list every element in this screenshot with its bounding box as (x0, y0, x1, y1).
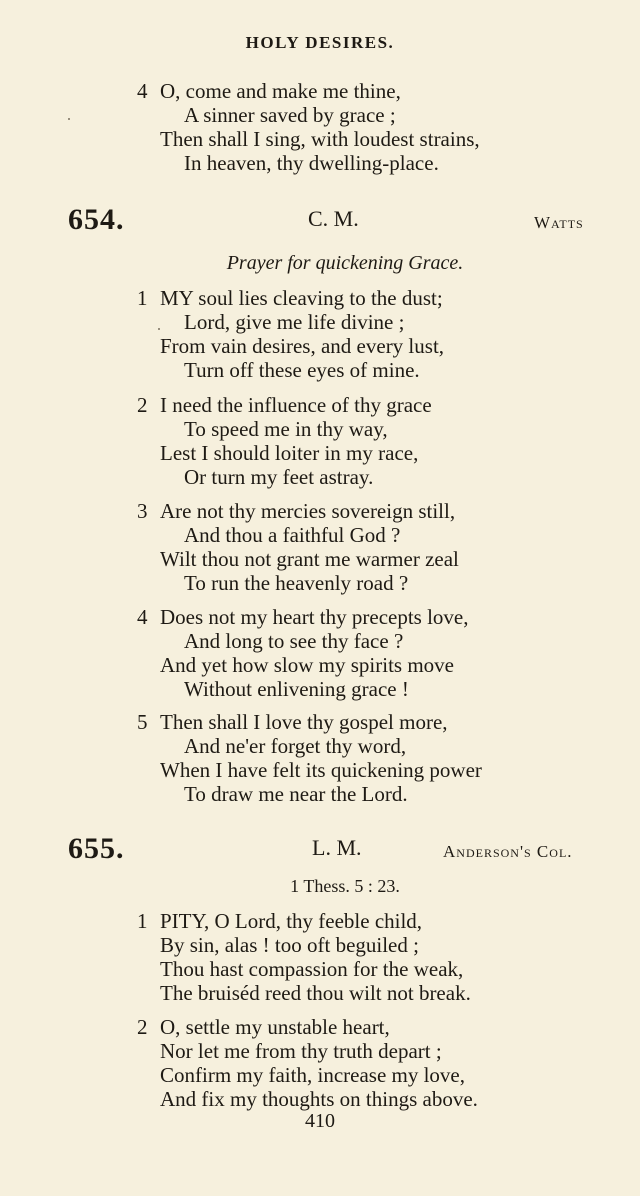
verse-line: Lord, give me life divine ; (184, 310, 405, 334)
verse-line: Wilt thou not grant me warmer zeal (160, 547, 459, 571)
verse-line: To speed me in thy way, (184, 417, 388, 441)
hymn-meter: C. M. (308, 206, 359, 231)
verse-line: Then shall I love thy gospel more, (160, 710, 448, 734)
verse-line: Thou hast compassion for the weak, (160, 957, 464, 981)
verse-number: 3 (137, 499, 148, 523)
verse-line: To draw me near the Lord. (184, 782, 408, 806)
verse-line: Or turn my feet astray. (184, 465, 374, 489)
verse-line: When I have felt its quickening power (160, 758, 482, 782)
verse-number: 4 (137, 79, 148, 103)
verse-line: Without enlivening grace ! (184, 677, 409, 701)
hymn-author: Watts (534, 213, 584, 232)
hymn-number: 654. (68, 203, 125, 236)
verse-number: 2 (137, 393, 148, 417)
verse-number: 2 (137, 1015, 148, 1039)
verse-line: I need the influence of thy grace (160, 393, 432, 417)
verse-number: 4 (137, 605, 148, 629)
verse-line: And yet how slow my spirits move (160, 653, 454, 677)
verse-line: Turn off these eyes of mine. (184, 358, 420, 382)
verse-line: And ne'er forget thy word, (184, 734, 407, 758)
verse-line: O, come and make me thine, (160, 79, 401, 103)
verse-line: And fix my thoughts on things above. (160, 1087, 478, 1111)
page-number: 410 (305, 1110, 335, 1132)
verse-line: Confirm my faith, increase my love, (160, 1063, 466, 1087)
verse-line: PITY, O Lord, thy feeble child, (160, 909, 423, 933)
speck-mark (158, 328, 160, 330)
running-header: HOLY DESIRES. (245, 33, 395, 52)
verse-line: Nor let me from thy truth depart ; (160, 1039, 442, 1063)
hymn-meter: L. M. (312, 835, 362, 860)
verse-line: Then shall I sing, with loudest strains, (160, 127, 480, 151)
verse-line: A sinner saved by grace ; (184, 103, 396, 127)
verse-number: 1 (137, 286, 148, 310)
hymn-subtitle: Prayer for quickening Grace. (226, 252, 464, 274)
verse-line: MY soul lies cleaving to the dust; (160, 286, 443, 310)
verse-line: O, settle my unstable heart, (160, 1015, 390, 1039)
hymn-author: Anderson's Col. (443, 842, 573, 861)
verse-line: To run the heavenly road ? (184, 571, 409, 595)
verse-number: 1 (137, 909, 148, 933)
verse-line: Does not my heart thy precepts love, (160, 605, 469, 629)
verse-line: And long to see thy face ? (184, 629, 404, 653)
verse-line: In heaven, thy dwelling-place. (184, 151, 439, 175)
verse-line: And thou a faithful God ? (184, 523, 401, 547)
verse-line: Lest I should loiter in my race, (160, 441, 419, 465)
verse-line: Are not thy mercies sovereign still, (160, 499, 456, 523)
verse-number: 5 (137, 710, 148, 734)
verse-line: From vain desires, and every lust, (160, 334, 445, 358)
hymn-scripture-reference: 1 Thess. 5 : 23. (290, 876, 400, 896)
hymn-number: 655. (68, 832, 125, 865)
verse-line: By sin, alas ! too oft beguiled ; (160, 933, 419, 957)
speck-mark (68, 118, 70, 120)
verse-line: The bruiséd reed thou wilt not break. (160, 981, 471, 1005)
